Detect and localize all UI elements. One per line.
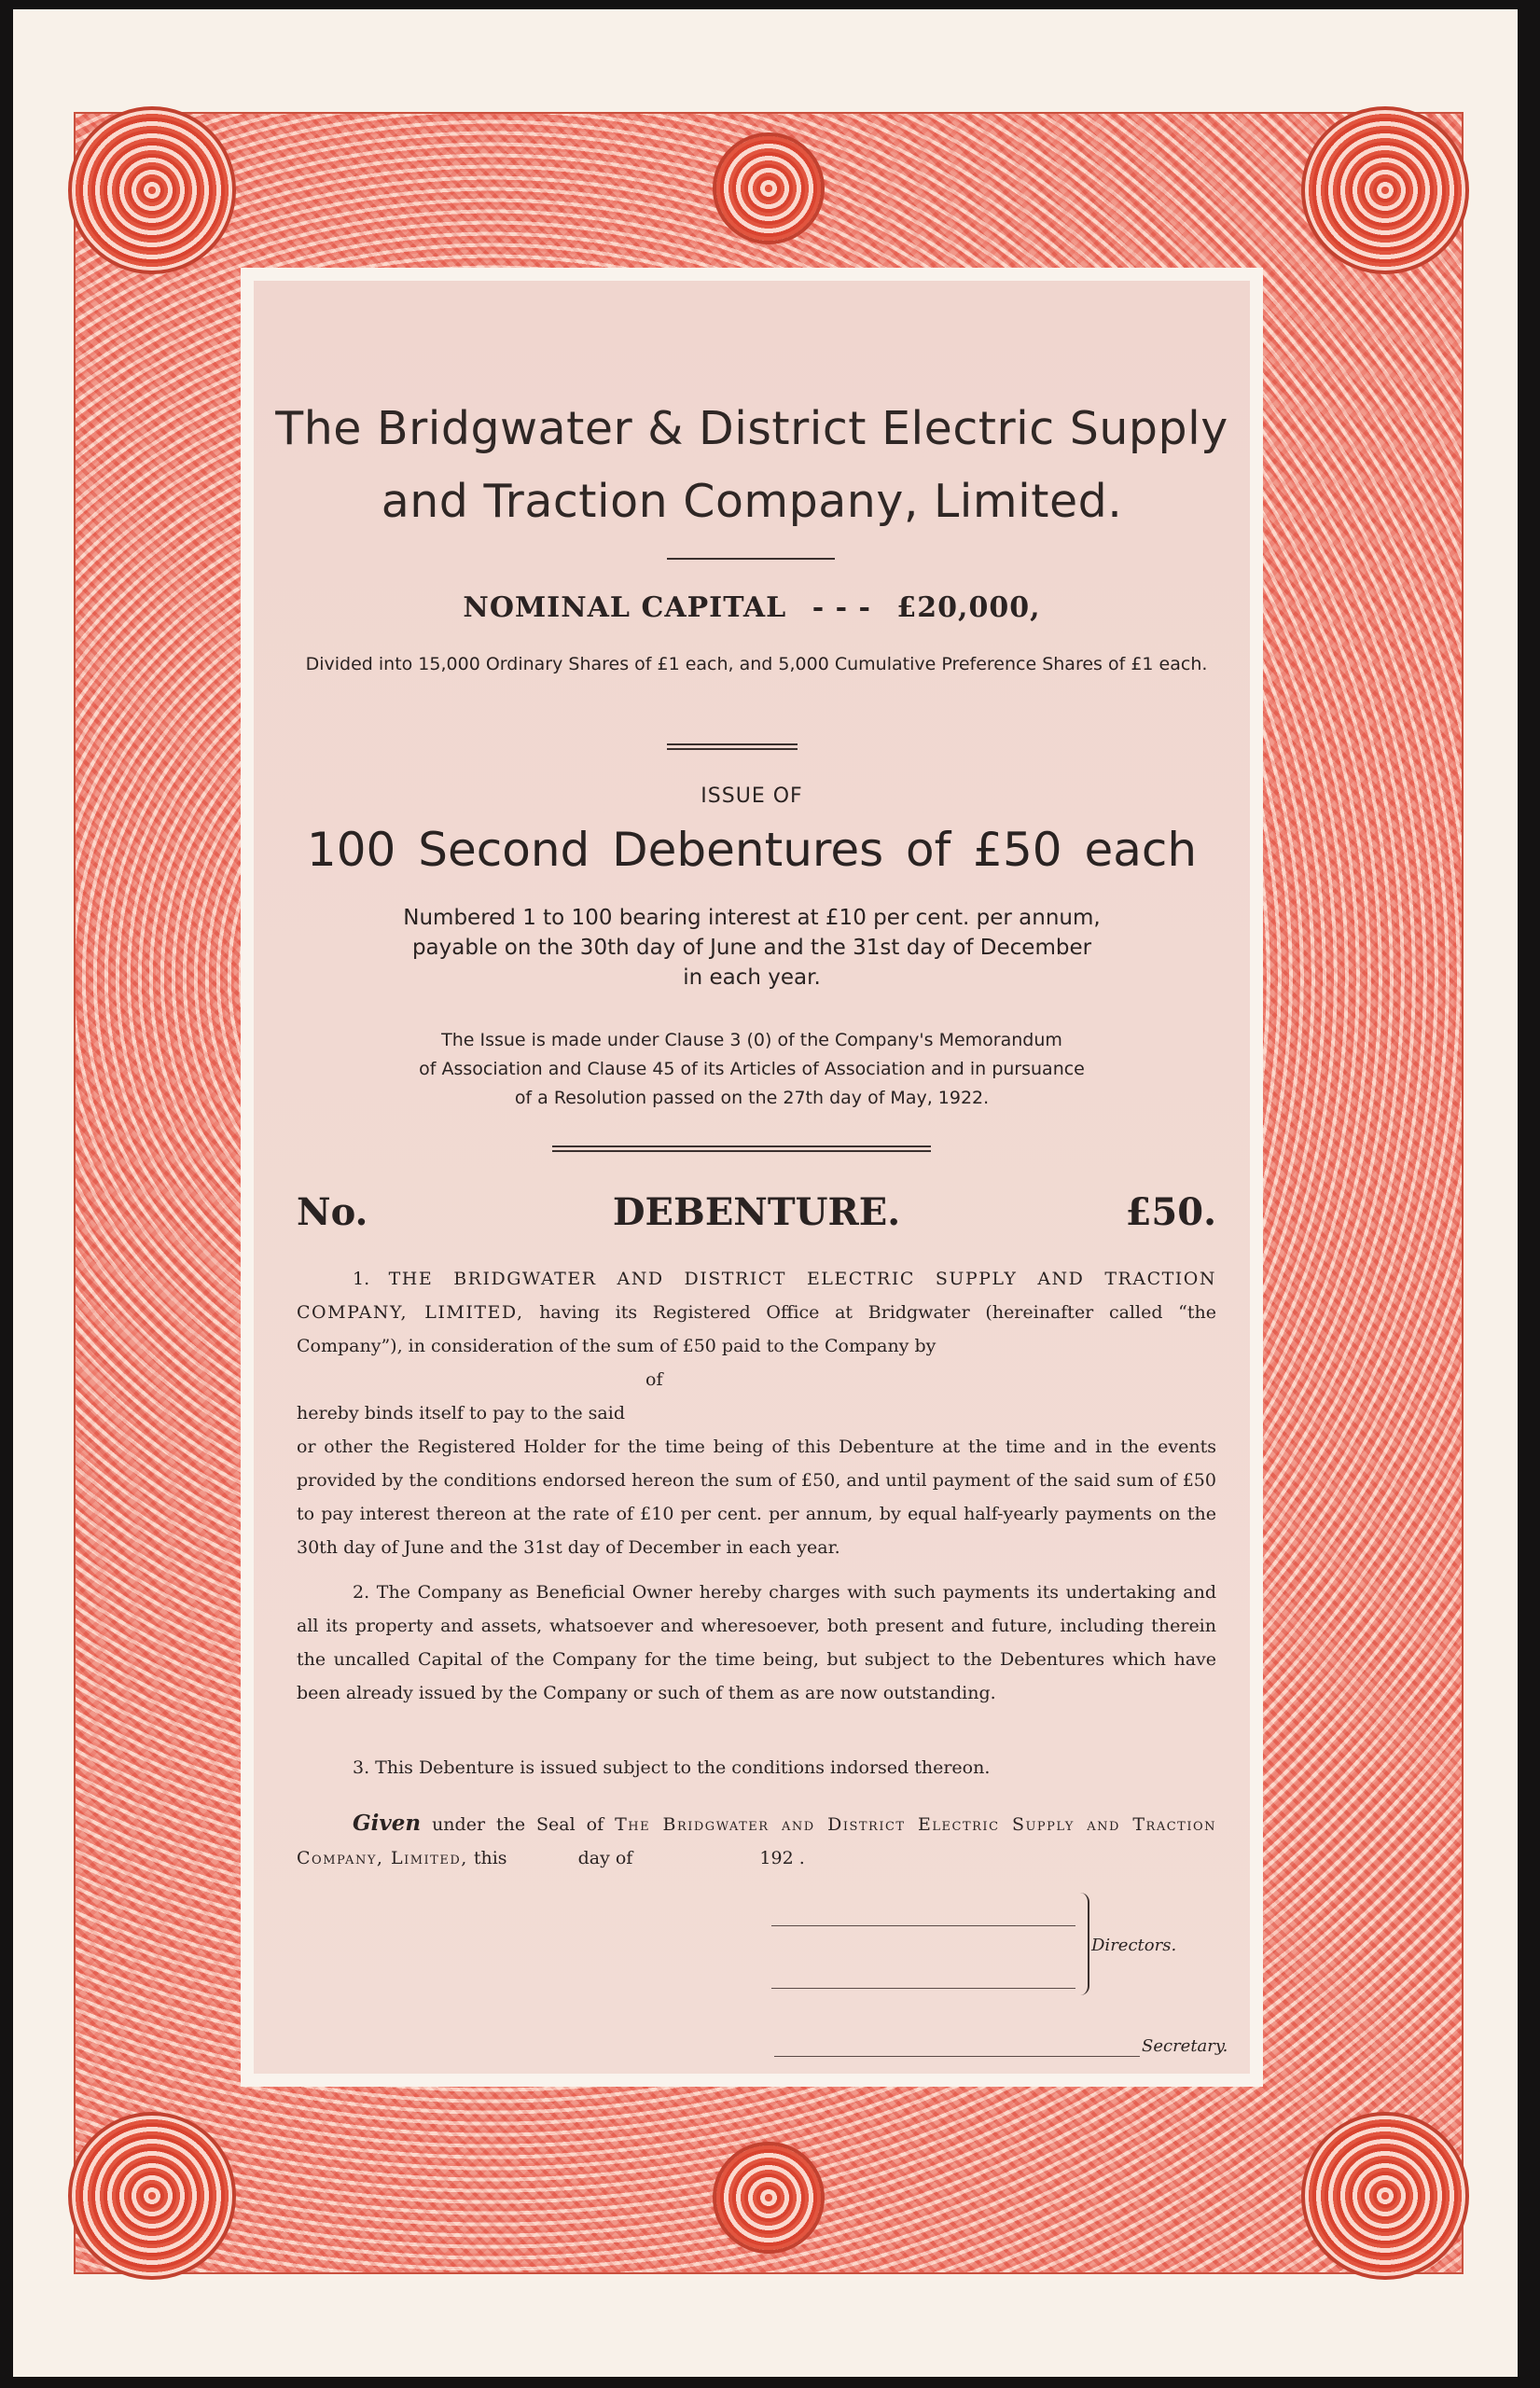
debenture-heading-row [297,1190,1216,1237]
capital-note: Divided into 15,000 Ordinary Shares of £1 each, and 5,000 Cumulative Preference Shares of £1 each. [305,654,1208,674]
given-text: under the Seal of [432,1814,604,1835]
given-under-seal [297,1807,1216,1875]
top-center-medallion [713,132,825,244]
director-signature-line[interactable] [771,1988,1075,1989]
given-company: The Bridgwater and District Electric Supply and Traction Company, Limited, [297,1814,1217,1868]
divider-long-double-rule [552,1145,931,1152]
debentures-heading: 100 Second Debentures of £50 each [306,823,1198,877]
debenture-title: DEBENTURE. [612,1190,901,1234]
bearing-line: in each year. [683,965,821,990]
nominal-capital [254,591,1250,624]
debenture-amount: £50. [1125,1190,1216,1234]
company-title-line1: The Bridgwater & District Electric Supply [275,402,1228,455]
clause-1-company: THE BRIDGWATER AND DISTRICT ELECTRIC SUPPLY AND TRACTION COMPANY, LIMITED, [297,1269,1217,1323]
secretary-signature-line[interactable] [774,2056,1140,2057]
corner-rosette-top-right [1301,106,1469,274]
corner-rosette-bottom-right [1301,2112,1469,2280]
text-panel [241,268,1263,2087]
clause-3: 3. This Debenture is issued subject to the conditions indorsed thereon. [353,1757,991,1778]
given-day-of: day of [577,1848,633,1868]
bearing-interest-text [328,903,1175,993]
issue-note-line: of a Resolution passed on the 27th day of May, 1922. [514,1088,990,1108]
divider-double-rule [667,743,798,750]
clause-1 [297,1262,1216,1363]
issue-clause-note [319,1026,1185,1113]
debenture-number-label: No. [297,1190,368,1234]
clause-1-binds: hereby binds itself to pay to the said [297,1403,625,1423]
given-this: this [473,1848,507,1868]
certificate-sheet [13,9,1518,2377]
bottom-center-medallion [713,2142,825,2254]
directors-label: Directors. [1091,1936,1177,1955]
clause-1-text: having its Registered Office at Bridgwater (hereinafter called “the Company”), in consideration of the sum of £50 paid to the Company by [297,1302,1216,1356]
capital-label: NOMINAL CAPITAL [463,591,787,624]
clause-1-number: 1. [353,1269,370,1289]
divider-rule [667,558,835,560]
clause-1-of: of [645,1369,663,1390]
bearing-line: Numbered 1 to 100 bearing interest at £10 per cent. per annum, [403,906,1101,930]
bearing-line: payable on the 30th day of June and the 31st day of December [411,936,1092,960]
corner-rosette-bottom-left [68,2112,236,2280]
corner-rosette-top-left [68,106,236,274]
director-signature-line[interactable] [771,1925,1075,1926]
given-year: 192 . [759,1848,805,1868]
directors-brace [1075,1893,1089,1995]
company-title-line2: and Traction Company, Limited. [381,475,1123,528]
issue-note-line: of Association and Clause 45 of its Articles of Association and in pursuance [419,1059,1085,1079]
capital-dashes: - - - [812,591,871,624]
text-panel-inner [254,281,1250,2074]
issue-of-label: ISSUE OF [701,784,803,808]
clause-1-continued: or other the Registered Holder for the time being of this Debenture at the time and in the events provided by the conditions endorsed hereon the sum of £50, and until payment of the said sum of £50 to pay interest thereon at the rate of £10 per cent. per annum, by equal half-yearly payments on the 30th day of June and the 31st day of December in each year. [297,1437,1216,1558]
given-word: Given [353,1811,422,1836]
issue-note-line: The Issue is made under Clause 3 (0) of the Company's Memorandum [441,1030,1062,1050]
clause-2: 2. The Company as Beneficial Owner hereby charges with such payments its undertaking and all its property and assets, whatsoever and wheresoever, both present and future, including therein the uncalled Capital of the Company for the time being, but subject to the Debentures which have been already issued by the Company or such of them as are now outstanding. [297,1582,1216,1703]
capital-amount: £20,000, [896,591,1041,624]
company-title [254,393,1250,538]
secretary-label: Secretary. [1142,2036,1228,2056]
